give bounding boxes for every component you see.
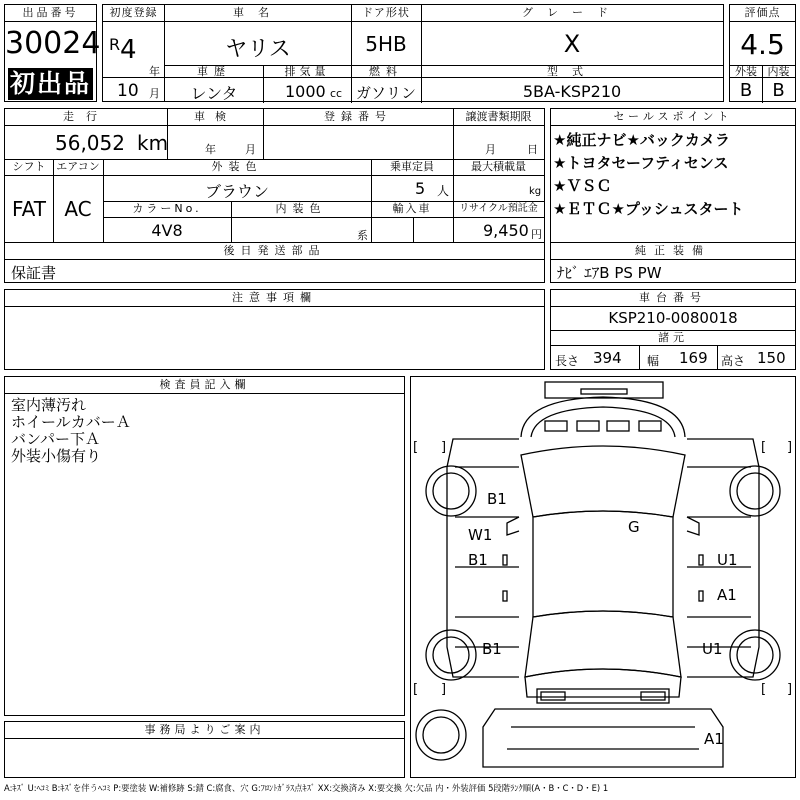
shift-label: シフト <box>12 160 46 173</box>
interior-color-label: 内装色 <box>275 202 327 215</box>
score-box <box>729 4 796 102</box>
transfer-month-unit: 月 <box>485 143 496 156</box>
max-load-label: 最大積載量 <box>471 160 526 173</box>
year-unit: 年 <box>149 65 160 78</box>
car-name-label: 車名 <box>233 6 283 19</box>
km-unit: km <box>137 131 169 155</box>
displacement-value: 1000 <box>285 82 326 101</box>
damage-mark: U1 <box>702 640 723 658</box>
inspector-line: バンパー下Ａ <box>11 430 100 448</box>
sales-points-label: セールスポイント <box>613 110 733 123</box>
sales-points-box <box>550 108 796 243</box>
yen-unit: 円 <box>531 228 542 241</box>
displacement-label: 排気量 <box>284 65 330 78</box>
damage-mark: U1 <box>717 551 738 569</box>
era-letter: R <box>109 35 121 54</box>
specs-box <box>4 108 545 243</box>
legend-footer: A:ｷｽﾞ U:ﾍｺﾐ B:ｷｽﾞを伴うﾍｺﾐ P:要塗装 W:補修跡 S:錆 C:腐食、穴 G:ﾌﾛﾝﾄｶﾞﾗｽ点ｷｽﾞ XX:交換済み X:要交換 欠:欠品 内・外装評価 5段階ﾗﾝｸ順(A・B・C・D・E) 1 <box>4 783 609 793</box>
notes-label: 注意事項欄 <box>232 291 317 304</box>
inspection-year-unit: 年 <box>205 143 216 156</box>
series-unit: 系 <box>357 229 368 242</box>
chassis-label: 車台番号 <box>639 291 707 304</box>
recycle-deposit-label: リサイクル預託金 <box>459 203 538 214</box>
inspector-line: ホイールカバーＡ <box>11 413 131 431</box>
dimensions-label: 諸元 <box>658 331 688 344</box>
notes-box <box>4 289 545 370</box>
sales-point-item: ★トヨタセーフティセンス <box>553 154 729 172</box>
office-notice-box <box>4 721 405 778</box>
exterior-color-value: ブラウン <box>204 182 269 201</box>
ac-label: エアコン <box>56 160 100 173</box>
transfer-day-unit: 日 <box>527 143 538 156</box>
width-label: 幅 <box>647 354 660 368</box>
recycle-deposit-value: 9,450 <box>483 221 529 240</box>
car-info-box <box>164 4 724 102</box>
first-registration-box <box>102 4 165 102</box>
import-label: 輸入車 <box>392 202 432 215</box>
damage-diagram <box>410 376 796 778</box>
model-label: 型式 <box>547 65 597 78</box>
length-label: 長さ <box>555 354 580 368</box>
score-value: 4.5 <box>740 28 785 61</box>
bracket-left-top-close: ] <box>441 440 447 455</box>
length-value: 394 <box>593 349 622 367</box>
color-number-label: カラーNo. <box>132 202 202 215</box>
inspector-box <box>4 376 405 716</box>
capacity-unit: 人 <box>437 184 450 198</box>
inspector-line: 室内薄汚れ <box>11 396 87 414</box>
exterior-color-label: 外装色 <box>211 160 263 173</box>
registration-month: 10 <box>117 81 139 101</box>
sales-point-item: ★純正ナビ★バックカメラ <box>553 131 730 149</box>
score-label: 評価点 <box>744 6 781 19</box>
height-value: 150 <box>757 349 786 367</box>
fuel-value: ガソリン <box>355 84 416 102</box>
registration-year: 4 <box>120 35 137 65</box>
ac-value: AC <box>64 197 92 221</box>
bracket-left-bottom-close: ] <box>441 682 447 697</box>
later-parts-box <box>4 242 545 283</box>
sales-point-item: ★ＥＴＣ★プッシュスタート <box>553 200 744 218</box>
inspector-label: 検査員記入欄 <box>159 378 250 391</box>
first-listing-badge: 初出品 <box>9 69 91 98</box>
bracket-right-top-open: [ <box>761 440 767 455</box>
transfer-deadline-label: 譲渡書類期限 <box>465 110 532 123</box>
shift-value: FAT <box>11 197 46 221</box>
later-parts-label: 後日発送部品 <box>223 244 326 257</box>
interior-grade: B <box>772 80 785 101</box>
later-parts-value: 保証書 <box>11 264 57 282</box>
capacity-label: 乗車定員 <box>390 160 434 173</box>
lot-number-box <box>4 4 101 102</box>
bracket-right-bottom-open: [ <box>761 682 767 697</box>
inspection-month-unit: 月 <box>245 143 256 156</box>
equipment-box <box>550 242 796 283</box>
chassis-number: KSP210-0080018 <box>608 309 738 327</box>
damage-mark: A1 <box>704 730 724 748</box>
damage-mark: B1 <box>468 551 488 569</box>
chassis-box <box>550 289 796 370</box>
cc-unit: cc <box>330 87 343 100</box>
first-registration-label: 初度登録 <box>109 6 158 19</box>
grade-label: グレード <box>522 6 622 19</box>
door-type: 5HB <box>365 32 407 56</box>
interior-grade-label: 内装 <box>767 65 790 78</box>
color-number-value: 4V8 <box>151 221 183 240</box>
grade-value: X <box>563 30 581 58</box>
model-value: 5BA-KSP210 <box>522 82 622 101</box>
lot-number: 30024 <box>5 26 101 61</box>
fuel-label: 燃料 <box>369 65 403 78</box>
registration-number-label: 登録番号 <box>324 110 392 123</box>
history-label: 車歴 <box>197 65 231 78</box>
width-value: 169 <box>679 349 708 367</box>
kg-unit: kg <box>529 186 542 197</box>
bracket-right-bottom-close: ] <box>787 682 793 697</box>
history-value: レンタ <box>190 84 238 103</box>
mileage-label: 走行 <box>63 110 109 123</box>
damage-mark: G <box>628 518 640 536</box>
damage-mark: A1 <box>717 586 737 604</box>
door-type-label: ドア形状 <box>362 6 410 19</box>
car-name: ヤリス <box>225 37 291 62</box>
inspector-line: 外装小傷有り <box>11 447 102 465</box>
equipment-value: ﾅﾋﾞ ｴｱB PS PW <box>557 264 662 282</box>
car-outline-drawing <box>411 377 795 777</box>
sales-point-item: ★ＶＳＣ <box>553 177 612 195</box>
height-label: 高さ <box>721 354 746 368</box>
month-unit: 月 <box>149 87 160 100</box>
bracket-left-bottom-open: [ <box>413 682 419 697</box>
equipment-label: 純正装備 <box>635 244 711 257</box>
office-notice-label: 事務局よりご案内 <box>144 723 265 736</box>
exterior-grade: B <box>739 80 753 101</box>
bracket-left-top-open: [ <box>413 440 419 455</box>
mileage-value: 56,052 <box>55 131 125 155</box>
inspection-label: 車検 <box>194 110 236 123</box>
capacity-value: 5 <box>415 179 426 198</box>
damage-mark: B1 <box>482 640 502 658</box>
damage-mark: W1 <box>468 526 493 544</box>
damage-mark: B1 <box>487 490 507 508</box>
exterior-grade-label: 外装 <box>735 65 757 78</box>
bracket-right-top-close: ] <box>787 440 793 455</box>
lot-number-label: 出品番号 <box>22 6 79 19</box>
